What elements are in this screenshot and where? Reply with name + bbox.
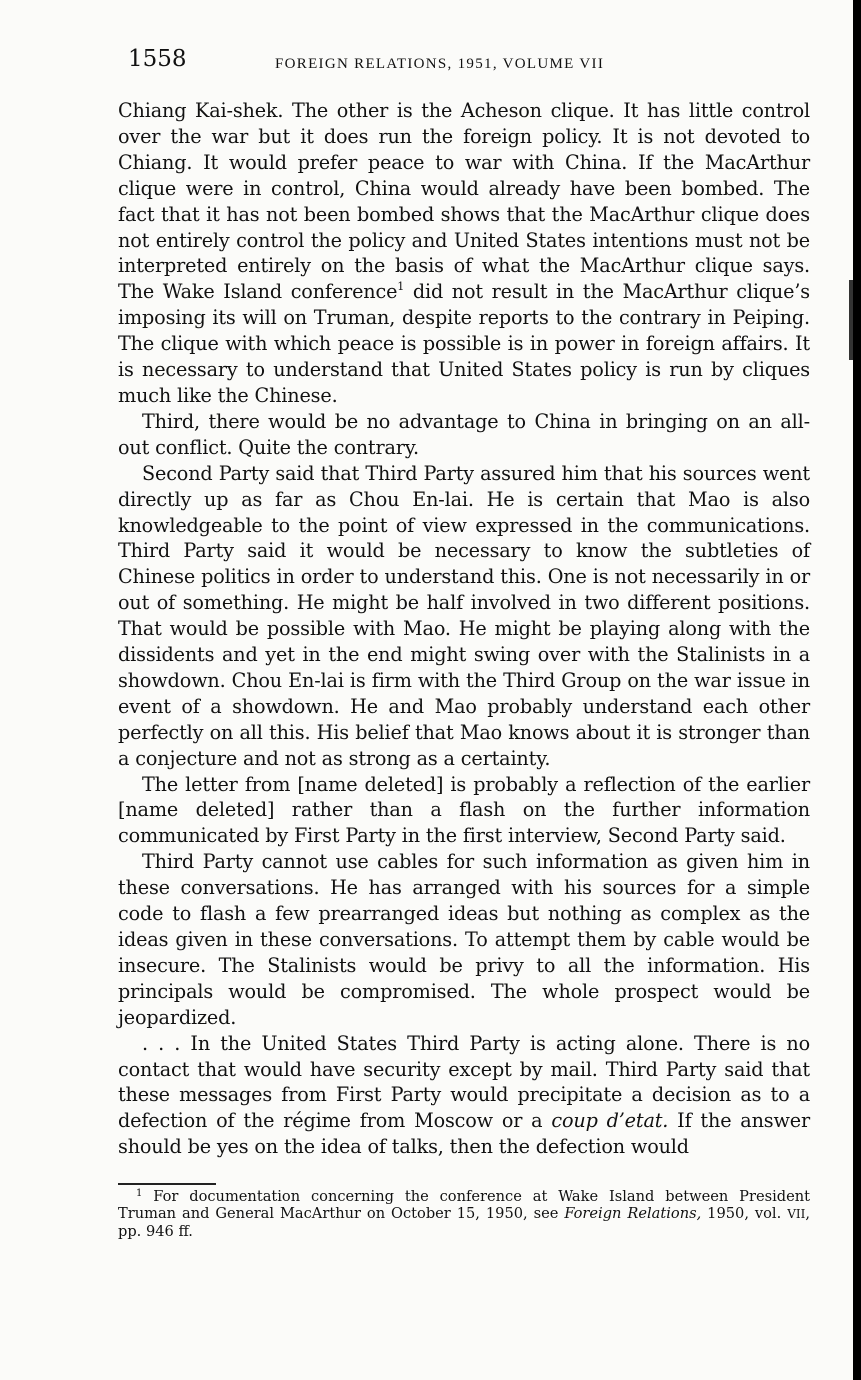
paragraph: Third Party cannot use cables for such information as given him in these conversations. He has arranged with his sources for a simple code to flash a few prearranged ideas but nothing as complex as the ideas given in these conversations. To attempt them by cable would be insecure. The Stalinists would be privy to all the information. His principals would be compromised. The whole prospect would be jeopardized. [118,850,810,1029]
footnote-divider [118,1183,216,1185]
footnote-text: , pp. 946 ff. [118,1205,810,1240]
paragraph [118,1031,810,1161]
paragraph-text: If the answer should be yes on the idea of talks, then the defection would [118,1109,810,1159]
italic-term: coup d’etat. [551,1109,669,1133]
running-head: FOREIGN RELATIONS, 1951, VOLUME VII [275,56,605,72]
page-header [128,46,808,82]
footnote-volume: VII [787,1207,806,1221]
paragraph: Third, there would be no advantage to China in bringing on an all-out conflict. Quite the contrary. [118,409,810,459]
paragraph-text: . . . In the United States Third Party is acting alone. There is no contact that would have security except by mail. Third Party said that these messages from First Party would precipitate a decision as to a defection of the régime from Moscow or a [118,1031,810,1133]
paragraph-text: Chiang Kai-shek. The other is the Acheson clique. It has little control over the war but it does run the foreign policy. It is not devoted to Chiang. It would prefer peace to war with China. If the MacArthur clique were in control, China would already have been bombed. The fact that it has not been bombed shows that the MacArthur clique does not entirely control the policy and United States intentions must not be interpreted entirely on the basis of what the MacArthur clique says. The Wake Island conference [118,99,810,304]
footnote-text: 1950, vol. [701,1205,788,1222]
footnote-italic: Foreign Relations, [564,1205,702,1222]
footnote-mark: 1 [136,1188,143,1199]
paragraph [118,98,810,409]
page-number: 1558 [128,46,187,72]
paragraph: Second Party said that Third Party assured him that his sources went directly up as far as Chou En-lai. He is certain that Mao is also knowledgeable to the point of view expressed in the communications. Third Party said it would be necessary to know the subtleties of Chinese politics in order to understand this. One is not necessarily in or out of something. He might be half involved in two different positions. That would be possible with Mao. He might be playing along with the dissidents and yet in the end might swing over with the Stalinists in a showdown. Chou En-lai is firm with the Third Group on the war issue in event of a showdown. He and Mao probably understand each other perfectly on all this. His belief that Mao knows about it is stronger than a conjecture and not as strong as a certainty. [118,461,810,770]
footnote-reference[interactable]: 1 [397,280,405,294]
paragraph-text: did not result in the MacArthur clique’s imposing its will on Truman, despite reports to the contrary in Peiping. The clique with which peace is possible is in power in foreign affairs. It is necessary to understand that United States policy is run by cliques much like the Chinese. [118,280,810,407]
paragraph: The letter from [name deleted] is probably a reflection of the earlier [name deleted] rather than a flash on the further information communicated by First Party in the first interview, Second Party said. [118,772,810,848]
footnote [118,1188,810,1240]
body-text [118,98,810,1160]
footnote-text: For documentation concerning the conference at Wake Island between President Truman and General MacArthur on October 15, 1950, see [118,1188,810,1222]
scan-edge-mark [849,280,853,360]
